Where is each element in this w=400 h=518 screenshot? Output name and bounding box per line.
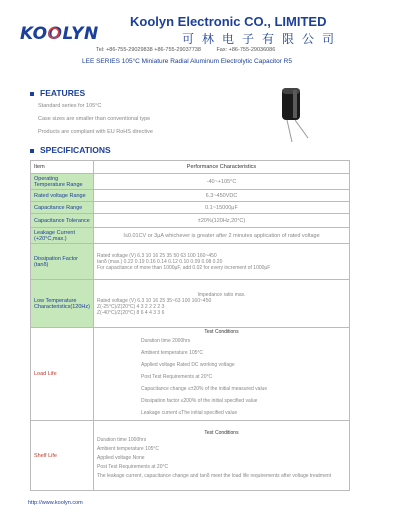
footer-url-link[interactable]: http://www.koolyn.com [28, 500, 83, 506]
capacitor-image [270, 82, 340, 149]
endurance-line: Dissipation factor ≤200% of the initial specified value [141, 398, 258, 404]
company-name-en: Koolyn Electronic CO., LIMITED [130, 14, 327, 29]
shelf-line: Duration time 1000hrs [97, 437, 147, 443]
lowtemp-header: Impedance ratio max. [197, 291, 246, 298]
col-item-header: Item [31, 161, 94, 174]
fax-text: Fax: +86-755-29036086 [216, 47, 276, 53]
bullet-icon [30, 149, 34, 153]
svg-text:KOOLYN: KOOLYN [20, 24, 99, 44]
row-label: Rated voltage Range [31, 190, 94, 202]
shelf-line: Ambient temperature 105°C [97, 446, 160, 452]
row-value: -40~+105°C [94, 174, 350, 190]
row-label: Low Temperature Characteristics(120Hz) [31, 280, 94, 328]
row-label: Capacitance Range [31, 202, 94, 214]
row-value: 0.1~15000μF [94, 202, 350, 214]
row-value [94, 328, 350, 421]
bullet-icon [30, 92, 34, 96]
endurance-line: Post Test Requirements at 20°C [141, 374, 213, 380]
feature-item: Products are compliant with EU RoHS directive [38, 129, 153, 135]
lowtemp-line: Rated voltage (V) 6.3 10 16 25 35~63 100 160~450 [97, 297, 212, 304]
shelf-line: The leakage current, capacitance change and tanδ meet the load life requirements after voltage treatment [97, 473, 332, 479]
df-voltage-line: Rated voltage (V) 6.3 10 16 25 35 50 63 100 160~450 [97, 252, 217, 259]
row-value: 6.3~450VDC [94, 190, 350, 202]
endurance-line: Capacitance change ≤±20% of the initial measured value [141, 386, 268, 392]
feature-item: Standard series for 105°C [38, 103, 102, 109]
spec-table [30, 160, 350, 491]
row-label: Dissipation Factor (tanδ) [31, 244, 94, 280]
row-label: Capacitance Tolerance [31, 214, 94, 228]
shelf-header: Test Conditions [204, 430, 239, 436]
col-performance-header: Performance Characteristics [94, 161, 350, 174]
row-label: Shelf Life [31, 421, 94, 491]
row-value: ±20%(120Hz,20°C) [94, 214, 350, 228]
df-note: For capacitance of more than 1000μF, add 0.02 for every increment of 1000μF [97, 264, 271, 271]
lowtemp-line: Z(-40°C)/Z(20°C) 8 6 4 4 3 3 6 [97, 309, 165, 316]
endurance-line: Duration time 2000hrs [141, 338, 191, 344]
df-tan-line: tanδ (max.) 0.22 0.19 0.16 0.14 0.12 0.10 0.09 0.08 0.20 [97, 258, 223, 265]
company-name-zh: 可林电子有限公司 [182, 32, 343, 46]
features-heading: FEATURES [30, 88, 85, 98]
specifications-heading: SPECIFICATIONS [30, 145, 111, 155]
row-label: Operating Temperature Range [31, 174, 94, 190]
contact-info [96, 47, 289, 53]
series-title: LEE SERIES 105°C Miniature Radial Aluminum Electrolytic Capacitor R5 [82, 58, 292, 65]
endurance-line: Applied voltage Rated DC working voltage [141, 362, 235, 368]
row-value: I≤0.01CV or 3μA whichever is greater after 2 minutes application of rated voltage [94, 228, 350, 244]
row-label: Leakage Current (+20°C,max.) [31, 228, 94, 244]
endurance-line: Leakage current ≤The initial specified value [141, 410, 238, 416]
shelf-line: Applied voltage None [97, 455, 145, 461]
shelf-line: Post Test Requirements at 20°C [97, 464, 169, 470]
row-value [94, 421, 350, 491]
row-label: Load Life [31, 328, 94, 421]
tel-text: Tel: +86-755-29029838 +86-755-29037738 [96, 47, 201, 53]
row-value [94, 244, 350, 280]
feature-item: Case sizes are smaller than conventional type [38, 116, 151, 122]
lowtemp-line: Z(-25°C)/Z(20°C) 4 3 2 2 2 2 3 [97, 303, 165, 310]
endurance-header: Test Conditions [204, 329, 239, 335]
row-value [94, 280, 350, 328]
endurance-line: Ambient temperature 105°C [141, 350, 204, 356]
company-logo [18, 20, 118, 46]
